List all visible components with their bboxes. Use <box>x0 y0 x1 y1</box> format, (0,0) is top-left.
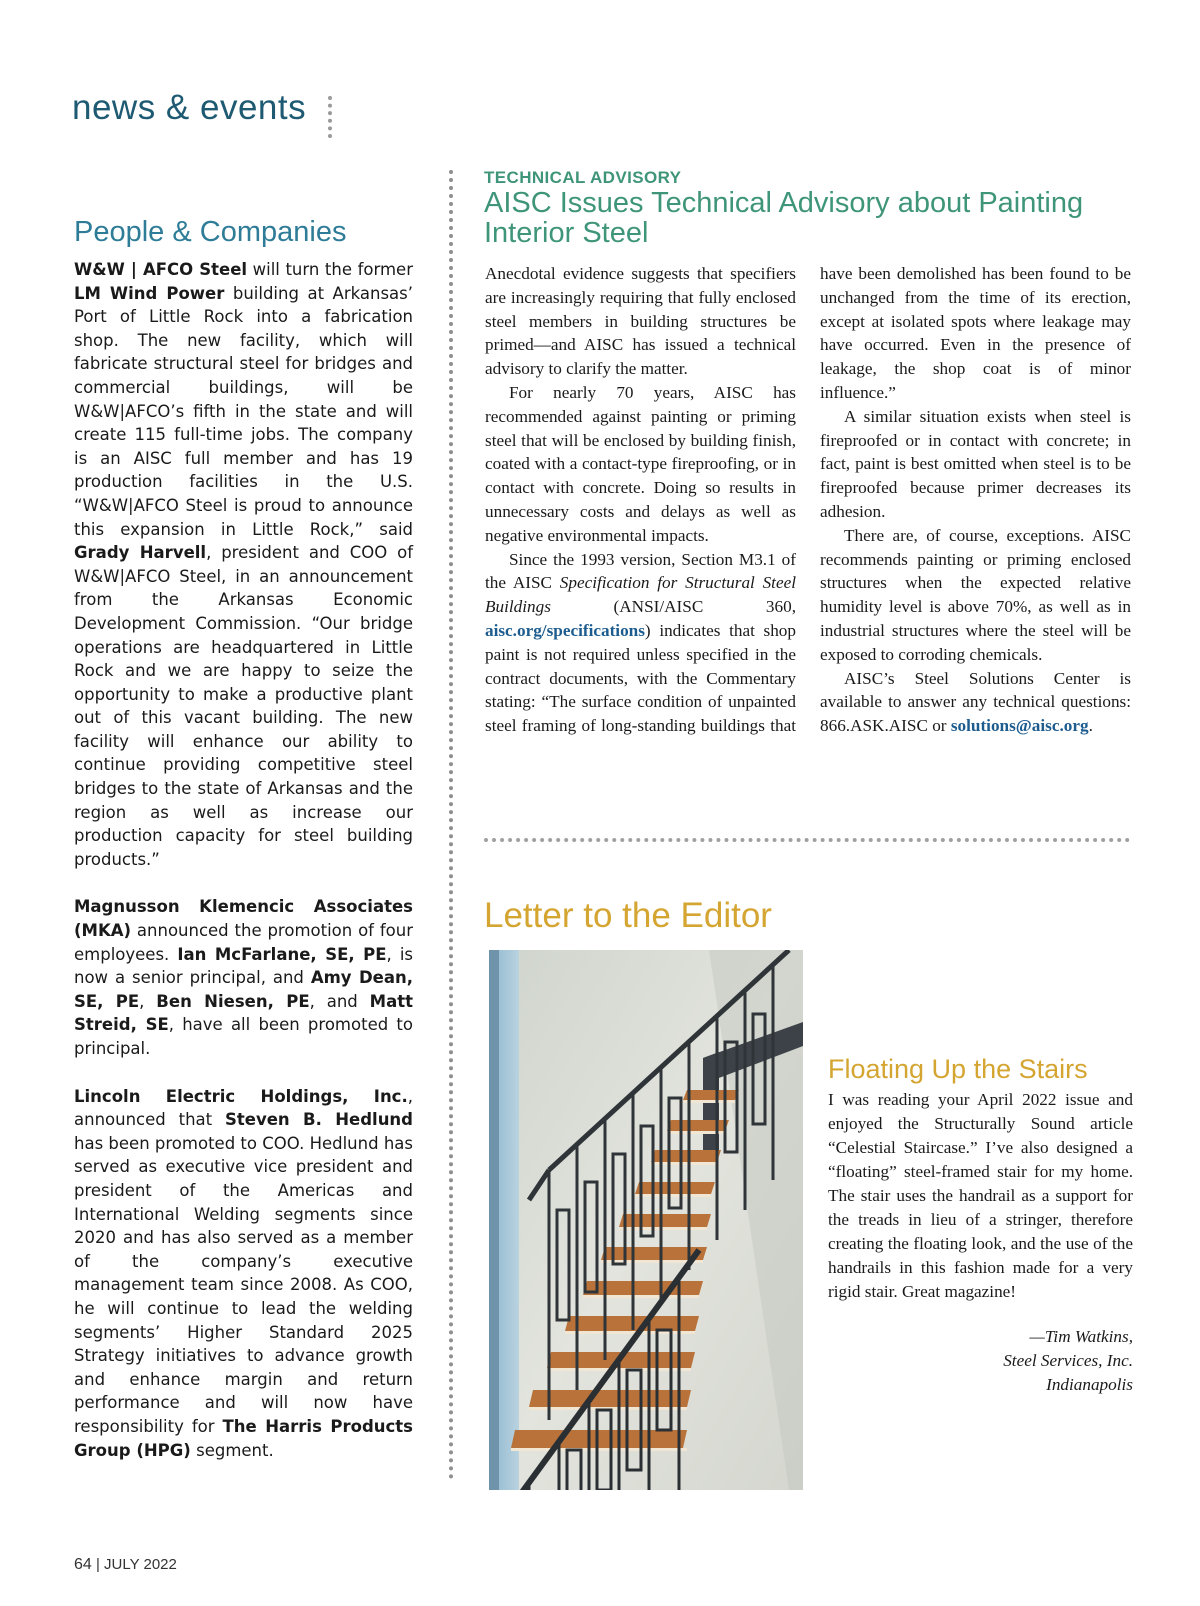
company-name: The Harris Products Group (HPG) <box>74 1416 413 1460</box>
advisory-paragraph: Since the 1993 version, Section M3.1 of the AISC Specification for Structural Steel Buildings (ANSI/AISC 360, aisc.org/specifications) indicates that shop paint is not required unless specified in the contract documents, with the Commentary stating: “The surface condition of unpainted steel framing of long-standing buildings that have been demolished has been found to be unchanged from the time of its erection, except at isolated spots where leakage may have occurred. Even in the presence of leakage, the shop coat is of minor influence.” <box>485 264 1131 736</box>
person-name: Grady Harvell <box>74 543 207 563</box>
advisory-body <box>485 262 1131 738</box>
advisory-paragraph: A similar situation exists when steel is fireproofed or in contact with concrete; in fact, paint is best omitted when steel is to be fireproofed because primer decreases its adhesion. <box>820 406 1131 521</box>
person-name: Ben Niesen, PE <box>156 991 310 1011</box>
people-paragraph-2: Magnusson Klemencic Associates (MKA) announced the promotion of four employees. Ian McFarlane, SE, PE, is now a senior principal, and Amy Dean, SE, PE, Ben Niesen, PE, and Matt Streid, SE, have all been promoted to principal. <box>74 897 413 1058</box>
advisory-kicker: TECHNICAL ADVISORY <box>484 168 682 187</box>
page-number: 64 <box>74 1556 92 1573</box>
specifications-link[interactable]: aisc.org/specifications <box>485 620 645 640</box>
spec-title: Specification for Structural Steel Buildings <box>485 573 796 617</box>
advisory-paragraph: There are, of course, exceptions. AISC recommends painting or priming enclosed structures when the expected relative humidity level is above 70%, as well as in industrial structures where the steel will be exposed to corroding chemicals. <box>820 525 1131 664</box>
letter-signature <box>900 1325 1133 1397</box>
section-divider <box>484 838 1130 842</box>
company-name: Magnusson Klemencic Associates (MKA) <box>74 897 413 941</box>
person-name: Steven B. Hedlund <box>224 1110 413 1130</box>
section-title: news & events <box>72 88 307 127</box>
people-companies-column <box>74 214 413 1486</box>
letter-body: I was reading your April 2022 issue and enjoyed the Structurally Sound article “Celestial Staircase.” I’ve also designed a “floating” steel-framed stair for my home. The stair uses the handrail as a support for the treads in lieu of a stringer, therefore creating the floating look, and the use of the handrails in this fashion made for a very rigid stair. Great magazine! <box>828 1090 1133 1301</box>
letter-heading: Letter to the Editor <box>484 896 772 935</box>
title-dotted-rule <box>328 96 332 138</box>
issue-date: JULY 2022 <box>104 1556 177 1573</box>
staircase-photo <box>489 950 803 1490</box>
company-name: Lincoln Electric Holdings, Inc. <box>74 1086 408 1106</box>
person-name: Amy Dean, SE, PE <box>74 968 413 1011</box>
letter-city: Indianapolis <box>1046 1375 1133 1394</box>
letter-author: —Tim Watkins, <box>1029 1327 1133 1346</box>
letter-title: Floating Up the Stairs <box>828 1054 1088 1084</box>
people-paragraph-3: Lincoln Electric Holdings, Inc., announced that Steven B. Hedlund has been promoted to COO. Hedlund has served as executive vice president and president of the Americas and International Welding segments since 2020 and has also served as a member of the company’s executive management team since 2008. As COO, he will continue to lead the welding segments’ Higher Standard 2025 Strategy initiatives to advance growth and enhance margin and return performance and will now have responsibility for The Harris Products Group (HPG) segment. <box>74 1086 413 1460</box>
company-name: LM Wind Power <box>74 283 225 303</box>
person-name: Matt Streid, SE <box>74 991 413 1035</box>
page-footer: 64 | JULY 2022 <box>74 1556 177 1573</box>
person-name: Ian McFarlane, SE, PE <box>177 944 387 964</box>
solutions-email-link[interactable]: solutions@aisc.org <box>950 716 1089 736</box>
people-paragraph-1: W&W | AFCO Steel will turn the former LM Wind Power building at Arkansas’ Port of Little Rock into a fabrication shop. The new facility, which will fabricate structural steel for bridges and commercial buildings, will be W&W|AFCO’s fifth in the state and will create 115 full-time jobs. The company is an AISC full member and has 19 production facilities in the U.S. “W&W|AFCO Steel is proud to announce this expansion in Little Rock,” said Grady Harvell, president and COO of W&W|AFCO Steel, in an announcement from the Arkansas Economic Development Commission. “Our bridge operations are headquartered in Little Rock and we are happy to seize the opportunity to make a productive plant out of this vacant building. The new facility will enhance our ability to continue providing competitive steel bridges to the state of Arkansas and the region as well as increase our production capacity for steel building products.” <box>74 260 414 869</box>
advisory-paragraph: Anecdotal evidence suggests that specifiers are increasingly requiring that fully enclosed steel members in building structures be primed—and AISC has issued a technical advisory to clarify the matter. <box>485 264 796 379</box>
company-name: W&W | AFCO Steel <box>74 260 248 279</box>
column-divider <box>449 170 453 1480</box>
advisory-headline: AISC Issues Technical Advisory about Painting Interior Steel <box>484 187 1084 249</box>
letter-company: Steel Services, Inc. <box>1003 1351 1133 1370</box>
advisory-paragraph: For nearly 70 years, AISC has recommended against painting or priming steel that will be enclosed by building finish, coated with a contact-type fireproofing, or in contact with concrete. Doing so results in unnecessary costs and delays as well as negative environmental impacts. <box>485 382 796 545</box>
advisory-paragraph: AISC’s Steel Solutions Center is available to answer any technical questions: 866.ASK.AISC or solutions@aisc.org. <box>820 668 1131 736</box>
people-heading: People & Companies <box>74 216 347 248</box>
